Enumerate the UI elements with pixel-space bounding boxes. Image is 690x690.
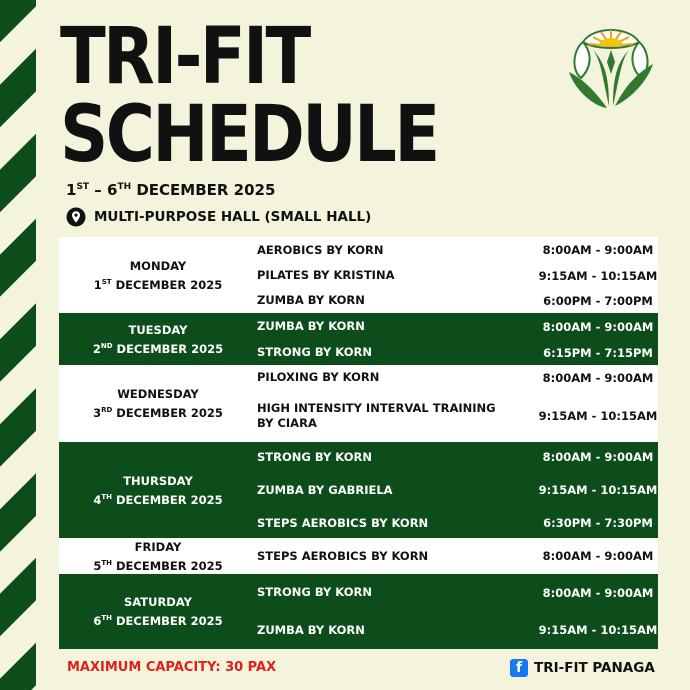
day-date: 6TH DECEMBER 2025	[93, 613, 223, 628]
day-date: 3RD DECEMBER 2025	[93, 405, 223, 420]
schedule-row	[59, 313, 658, 340]
venue	[66, 207, 371, 227]
class-name: ZUMBA BY KORN	[257, 313, 538, 340]
day-cell	[59, 574, 257, 649]
class-time: 8:00AM - 9:00AM	[538, 574, 658, 611]
class-time: 8:00AM - 9:00AM	[538, 237, 658, 263]
day-name: FRIDAY	[134, 539, 182, 554]
class-name: STRONG BY KORN	[257, 442, 538, 472]
class-time: 8:00AM - 9:00AM	[538, 313, 658, 340]
facebook-page[interactable]	[510, 659, 655, 677]
day-date: 5TH DECEMBER 2025	[93, 558, 223, 573]
day-name: THURSDAY	[123, 473, 193, 488]
facebook-icon: f	[510, 659, 528, 677]
schedule-row	[59, 538, 658, 574]
class-name: STRONG BY KORN	[257, 574, 538, 611]
capacity-notice: MAXIMUM CAPACITY: 30 PAX	[67, 660, 277, 675]
class-time: 9:15AM - 10:15AM	[538, 472, 658, 508]
class-time: 6:15PM - 7:15PM	[538, 340, 658, 365]
diagonal-stripes	[0, 0, 36, 690]
schedule-row	[59, 237, 658, 263]
date-end-suffix: TH	[117, 182, 132, 192]
day-cell	[59, 538, 257, 574]
day-date: 2ND DECEMBER 2025	[92, 341, 224, 356]
class-name: ZUMBA BY KORN	[257, 611, 538, 649]
class-name: AEROBICS BY KORN	[257, 237, 538, 263]
day-name: TUESDAY	[128, 322, 188, 337]
facebook-label: TRI-FIT PANAGA	[534, 660, 655, 676]
schedule-row	[59, 442, 658, 472]
day-date: 1ST DECEMBER 2025	[93, 277, 223, 292]
class-time: 9:15AM - 10:15AM	[538, 263, 658, 288]
class-name: ZUMBA BY KORN	[257, 288, 538, 313]
day-cell	[59, 313, 257, 365]
day-name: WEDNESDAY	[117, 387, 199, 402]
club-logo	[563, 20, 659, 120]
class-name: ZUMBA BY GABRIELA	[257, 472, 538, 508]
day-name: MONDAY	[129, 258, 187, 273]
day-cell	[59, 365, 257, 442]
title-line-2: SCHEDULE	[60, 90, 438, 180]
day-date: 4TH DECEMBER 2025	[93, 492, 223, 507]
date-range	[66, 181, 275, 199]
day-name: SATURDAY	[123, 595, 192, 610]
class-name: PILATES BY KRISTINA	[257, 263, 538, 288]
class-name: HIGH INTENSITY INTERVAL TRAINING BY CIARA	[257, 390, 538, 442]
class-time: 8:00AM - 9:00AM	[538, 365, 658, 390]
day-cell	[59, 237, 257, 313]
date-end: – 6	[89, 181, 118, 199]
class-name: STEPS AEROBICS BY KORN	[257, 538, 538, 574]
class-name: STRONG BY KORN	[257, 340, 538, 365]
title-line-1: TRI-FIT	[60, 12, 309, 102]
class-time: 9:15AM - 10:15AM	[538, 611, 658, 649]
date-start: 1	[66, 181, 77, 199]
schedule-table	[59, 237, 658, 649]
schedule-row	[59, 365, 658, 390]
class-time: 6:30PM - 7:30PM	[538, 508, 658, 538]
class-time: 8:00AM - 9:00AM	[538, 538, 658, 574]
day-cell	[59, 442, 257, 538]
class-time: 6:00PM - 7:00PM	[538, 288, 658, 313]
date-month: DECEMBER 2025	[131, 181, 276, 199]
venue-label: MULTI-PURPOSE HALL (SMALL HALL)	[94, 209, 372, 225]
page-title	[60, 12, 438, 180]
location-pin-icon	[66, 207, 86, 227]
class-time: 9:15AM - 10:15AM	[538, 390, 658, 442]
date-start-suffix: ST	[76, 182, 90, 192]
class-time: 8:00AM - 9:00AM	[538, 442, 658, 472]
class-name: PILOXING BY KORN	[257, 365, 538, 390]
schedule-row	[59, 574, 658, 611]
class-name: STEPS AEROBICS BY KORN	[257, 508, 538, 538]
